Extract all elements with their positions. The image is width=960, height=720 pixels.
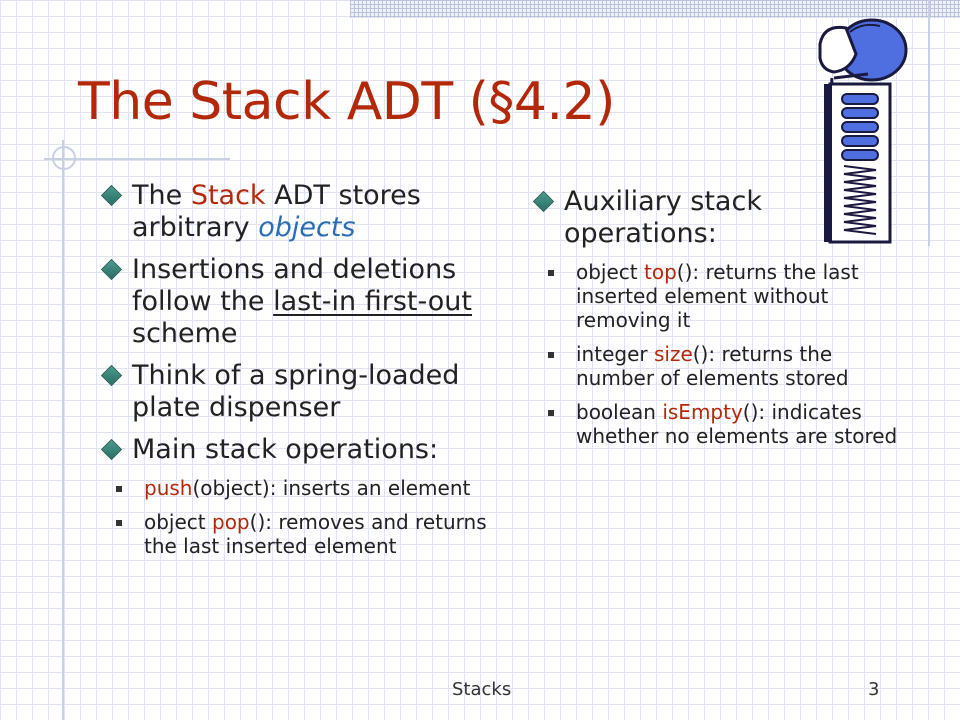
diamond-bullet-icon	[533, 191, 554, 212]
text-run: (): removes and returns the last inserted element	[144, 510, 487, 558]
text-run: object	[144, 510, 212, 534]
page-number: 3	[868, 679, 880, 700]
slide-title: The Stack ADT (§4.2)	[78, 72, 615, 132]
dispenser-candies	[842, 94, 878, 160]
pez-dispenser-icon	[810, 14, 920, 244]
text-run: Stack	[190, 180, 266, 211]
text-run: isEmpty	[662, 400, 743, 424]
sub-bullet-item	[532, 342, 912, 390]
square-bullet-icon	[548, 270, 554, 276]
sub-bullet-item	[100, 476, 500, 500]
text-run: objects	[258, 212, 356, 243]
diamond-bullet-icon	[101, 439, 122, 460]
text-run: (): indicates whether no elements are stored	[576, 400, 898, 448]
left-bullet-column	[100, 180, 500, 568]
bullet-item	[100, 434, 500, 466]
text-run: Auxiliary stack operations:	[564, 186, 762, 249]
text-run: (): returns the last inserted element without removing it	[576, 260, 859, 332]
decorative-left-line	[62, 140, 64, 720]
text-run: (): returns the number of elements stored	[576, 342, 849, 390]
text-run: scheme	[132, 318, 238, 349]
text-run: top	[644, 260, 677, 284]
text-run: boolean	[576, 400, 663, 424]
diamond-bullet-icon	[101, 365, 122, 386]
square-bullet-icon	[548, 410, 554, 416]
sub-bullet-item	[100, 510, 500, 558]
bullet-item	[100, 254, 500, 350]
text-run: push	[144, 476, 193, 500]
text-run: size	[653, 342, 693, 366]
text-run: pop	[212, 510, 250, 534]
text-run: Insertions and deletions follow the	[132, 254, 457, 317]
text-run: object	[576, 260, 644, 284]
sub-bullet-item	[532, 400, 912, 448]
bullet-item	[100, 180, 500, 244]
text-run: The	[132, 180, 191, 211]
square-bullet-icon	[548, 352, 554, 358]
square-bullet-icon	[116, 486, 122, 492]
decorative-vertical-line	[928, 0, 930, 246]
text-run: Main stack operations:	[132, 434, 439, 465]
bullet-item	[100, 360, 500, 424]
text-run: last-in first-out	[273, 286, 472, 317]
diamond-bullet-icon	[101, 185, 122, 206]
text-run: (object): inserts an element	[192, 476, 471, 500]
footer-label: Stacks	[452, 679, 512, 700]
diamond-bullet-icon	[101, 259, 122, 280]
text-run: ADT stores arbitrary	[132, 180, 421, 243]
decorative-circle	[52, 146, 76, 170]
text-run: Think of a spring-loaded plate dispenser	[132, 360, 460, 423]
sub-bullet-item	[532, 260, 912, 332]
dispenser-head	[820, 20, 906, 88]
square-bullet-icon	[116, 520, 122, 526]
text-run: integer	[576, 342, 654, 366]
